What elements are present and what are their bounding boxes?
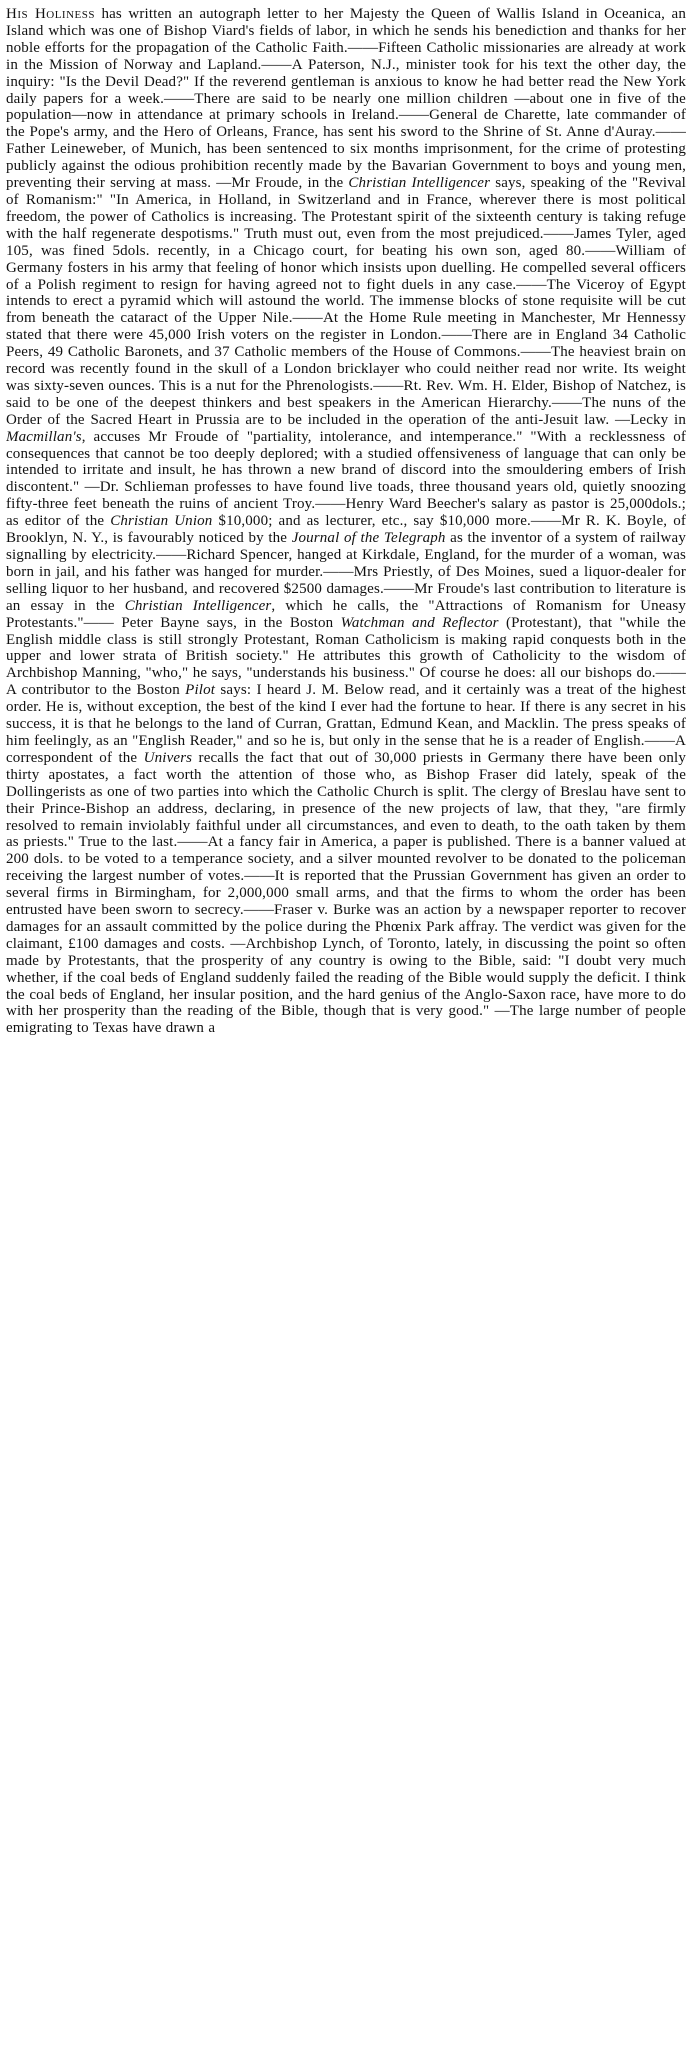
text-run: (Protestant), that "while the English middle class is still strongly Protestant, Roman Catholicism is making rapid conquests both in the upper and lower strata of British society." He attributes this growth of Catholicity to the wisdom of Archbishop Manning, "who," he says, "understands his business." Of course he does: all our bishops do.——A contributor to the Boston	[6, 614, 686, 699]
italic-title: Christian Intelligencer	[348, 175, 491, 192]
text-run: has written an autograph letter to her Majesty the Queen of Wallis Island in Oceanica, an Island which was one of Bishop Viard's fields of labor, in which he sends his benediction and thanks for her noble efforts for the propagation of the Catholic Faith.——Fifteen Catholic missionaries are already at work in the Mission of Norway and Lapland.——A Paterson, N.J., minister took for his text the other day, the inquiry: "Is the Devil Dead?" If the reverend gentleman is anxious to know he had better read the New York daily papers for a week.——There are said to be nearly one million children —about one in five of the population—now in attendance at primary schools in Ireland.——General de Charette, late commander of the Pope's army, and the Hero of Orleans, France, has sent his sword to the Shrine of St. Anne d'Auray.——Father Leineweber, of Munich, has been sentenced to six months imprisonment, for the crime of protesting publicly against the odious prohibition recently made by the Bavarian Government to boys and young men, preventing their serving at mass. —Mr Froude, in the	[6, 6, 686, 192]
italic-title: Christian Union	[110, 513, 213, 530]
text-run: says, speaking of the "Revival of Romanism:" "In America, in Holland, in Switzerland and in France, wherever there is most political freedom, the power of Catholics is increasing. The Protestant spirit of the sixteenth century is taking refuge with the half regenerate despotisms." Truth must out, even from the most prejudiced.——James Tyler, aged 105, was fined 5dols. recently, in a Chicago court, for beating his own son, aged 80.——William of Germany fosters in his army that feeling of honor which insists upon duelling. He compelled several officers of a Polish regiment to resign for having agreed not to fight duels in any case.——The Viceroy of Egypt intends to erect a pyramid which will astound the world. The immense blocks of stone requisite will be cut from beneath the cataract of the Upper Nile.——At the Home Rule meeting in Manchester, Mr Hennessy stated that there were 45,000 Irish voters on the register in London.——There are in England 34 Catholic Peers, 49 Catholic Baronets, and 37 Catholic members of the House of Commons.——The heaviest brain on record was recently found in the skull of a London bricklayer who could neither read nor write. Its weight was sixty-seven ounces. This is a nut for the Phrenologists.——Rt. Rev. Wm. H. Elder, Bishop of Natchez, is said to be one of the deepest thinkers and best speakers in the American Hierarchy.——The nuns of the Order of the Sacred Heart in Prussia are to be included in the operation of the anti-Jesuit law. —Lecky in	[6, 175, 686, 428]
italic-title: Watchman and Reflector	[340, 614, 499, 631]
italic-title: Univers	[143, 749, 193, 766]
italic-title: Pilot	[185, 682, 216, 699]
text-run: says: I heard J. M. Below read, and it certainly was a treat of the highest order. He is, without exception, the best of the kind I ever had the fortune to hear. If there is any secret in his success, it is that he belongs to the land of Curran, Grattan, Edmund Kean, and Macklin. The press speaks of him feelingly, as an "English Reader," and so he is, but only in the sense that he is a reader of English.——A correspondent of the	[6, 682, 686, 766]
text-run: , which he calls, the "Attractions of Romanism for Uneasy Protestants."—— Peter Bayne says, in the Boston	[6, 597, 686, 631]
italic-title: Christian Intelligencer	[124, 597, 272, 614]
news-paragraph	[6, 6, 686, 1037]
text-run: recalls the fact that out of 30,000 priests in Germany there have been only thirty apostates, a fact worth the attention of those who, as Bishop Fraser did lately, speak of the Dollingerists as one of two parties into which the Catholic Church is split. The clergy of Breslau have sent to their Prince-Bishop an address, declaring, in presence of the new projects of law, that they, "are firmly resolved to remain inviolably faithful under all circumstances, and even to death, to the oath taken by them as priests." True to the last.——At a fancy fair in America, a paper is published. There is a banner valued at 200 dols. to be voted to a temperance society, and a silver mounted revolver to be donated to the policeman receiving the largest number of votes.——It is reported that the Prussian Government has given an order to several firms in Birmingham, for 2,000,000 small arms, and that the firms to whom the order has been entrusted have been sworn to secrecy.——Fraser v. Burke was an action by a newspaper reporter to recover damages for an assault committed by the police during the Phœnix Park affray. The verdict was given for the claimant, £100 damages and costs. —Archbishop Lynch, of Toronto, lately, in discussing the point so often made by Protestants, that the prosperity of any country is owing to the Bible, said: "I doubt very much whether, if the coal beds of England suddenly failed the reading of the Bible would supply the deficit. I think the coal beds of England, her insular position, and the hard genius of the Anglo-Saxon race, have more to do with her prosperity than the reading of the Bible, though that is very good." —The large number of people emigrating to Texas have drawn a	[6, 749, 686, 1037]
italic-title: Journal of the Telegraph	[291, 530, 446, 547]
text-run: $10,000; and as lecturer, etc., say $10,000 more.——Mr R. K. Boyle, of Brooklyn, N. Y., is favourably noticed by the	[6, 513, 686, 547]
lead-in-caps: His Holiness	[6, 6, 95, 22]
italic-title: Macmillan's	[6, 428, 82, 445]
text-run: as the inventor of a system of railway signalling by electricity.——Richard Spencer, hanged at Kirkdale, England, for the murder of a woman, was born in jail, and his father was hanged for murder.——Mrs Priestly, of Des Moines, sued a liquor-dealer for selling liquor to her husband, and recovered $2500 damages.——Mr Froude's last contribution to literature is an essay in the	[6, 530, 686, 614]
text-run: , accuses Mr Froude of "partiality, intolerance, and intemperance." "With a recklessness of consequences that cannot be too deeply deplored; with a studied offensiveness of language that can only be intended to irritate and insult, he has thrown a new brand of discord into the smouldering embers of Irish discontent." —Dr. Schlieman professes to have found live toads, three thousand years old, quietly snoozing fifty-three feet beneath the ruins of ancient Troy.——Henry Ward Beecher's salary as pastor is 25,000dols.; as editor of the	[6, 428, 686, 530]
news-column	[6, 6, 686, 2063]
